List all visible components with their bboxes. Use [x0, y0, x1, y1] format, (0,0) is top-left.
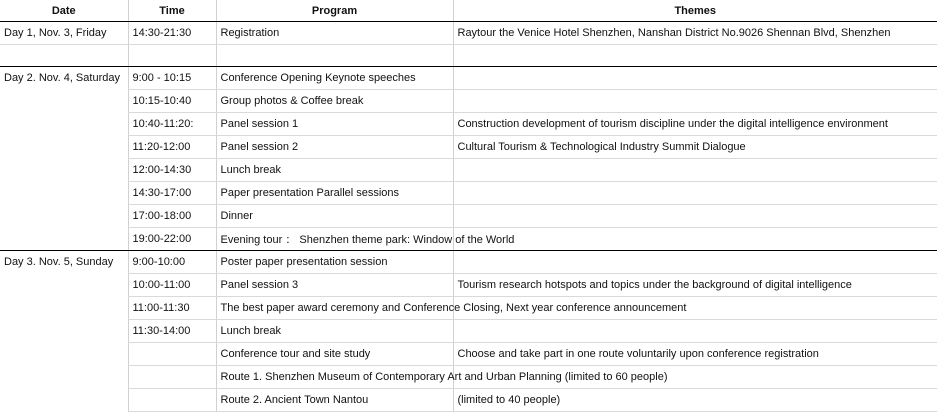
table-row: [0, 136, 937, 159]
table-row: [0, 205, 937, 228]
time-cell: 14:30-21:30: [128, 22, 216, 45]
table-row: [0, 22, 937, 45]
theme-cell: [453, 45, 937, 67]
theme-cell: [453, 320, 937, 343]
theme-cell: Construction development of tourism discipline under the digital intelligence environment: [453, 113, 937, 136]
time-cell: 11:20-12:00: [128, 136, 216, 159]
date-cell: [0, 159, 128, 182]
table-row: [0, 251, 937, 274]
table-row: [0, 366, 937, 389]
table-row: [0, 228, 937, 251]
time-cell: 10:40-11:20:: [128, 113, 216, 136]
time-cell: 12:00-14:30: [128, 159, 216, 182]
table-row: [0, 320, 937, 343]
theme-cell: [453, 205, 937, 228]
theme-cell: [453, 90, 937, 113]
program-cell: Evening tour ： Shenzhen theme park: Window of the World: [216, 228, 453, 251]
theme-cell: [453, 159, 937, 182]
table-row: [0, 182, 937, 205]
table-row: [0, 113, 937, 136]
date-cell: [0, 205, 128, 228]
time-cell: [128, 366, 216, 389]
table-row: [0, 389, 937, 412]
time-cell: [128, 389, 216, 412]
time-cell: [128, 343, 216, 366]
time-cell: 10:00-11:00: [128, 274, 216, 297]
header-time: Time: [128, 0, 216, 22]
date-cell: [0, 366, 128, 389]
program-cell: Route 2. Ancient Town Nantou: [216, 389, 453, 412]
table-row: [0, 67, 937, 90]
theme-cell: [453, 182, 937, 205]
header-date: Date: [0, 0, 128, 22]
program-cell: Registration: [216, 22, 453, 45]
date-cell: [0, 90, 128, 113]
date-cell: [0, 113, 128, 136]
theme-cell: Tourism research hotspots and topics under the background of digital intelligence: [453, 274, 937, 297]
date-cell: [0, 228, 128, 251]
program-cell: Panel session 1: [216, 113, 453, 136]
program-cell: Poster paper presentation session: [216, 251, 453, 274]
date-cell: [0, 274, 128, 297]
program-cell: Lunch break: [216, 320, 453, 343]
time-cell: 17:00-18:00: [128, 205, 216, 228]
time-cell: 9:00 - 10:15: [128, 67, 216, 90]
date-cell: [0, 297, 128, 320]
time-cell: [128, 45, 216, 67]
program-cell: Group photos & Coffee break: [216, 90, 453, 113]
date-cell: [0, 182, 128, 205]
program-cell: Route 1. Shenzhen Museum of Contemporary Art and Urban Planning (limited to 60 people): [216, 366, 453, 389]
program-cell: Paper presentation Parallel sessions: [216, 182, 453, 205]
time-cell: 10:15-10:40: [128, 90, 216, 113]
table-row: [0, 343, 937, 366]
date-cell: [0, 136, 128, 159]
program-cell: Dinner: [216, 205, 453, 228]
date-cell: [0, 320, 128, 343]
time-cell: 11:00-11:30: [128, 297, 216, 320]
time-cell: 19:00-22:00: [128, 228, 216, 251]
program-cell: [216, 45, 453, 67]
table-row: [0, 159, 937, 182]
header-program: Program: [216, 0, 453, 22]
date-cell: [0, 45, 128, 67]
table-row: [0, 90, 937, 113]
theme-cell: [453, 67, 937, 90]
theme-cell: [453, 228, 937, 251]
time-cell: 11:30-14:00: [128, 320, 216, 343]
program-cell: Panel session 3: [216, 274, 453, 297]
time-cell: 14:30-17:00: [128, 182, 216, 205]
date-cell: Day 2. Nov. 4, Saturday: [4, 72, 120, 85]
table-row: [0, 274, 937, 297]
header-row: [0, 0, 937, 22]
theme-cell: Choose and take part in one route voluntarily upon conference registration: [453, 343, 937, 366]
header-themes: Themes: [453, 0, 937, 22]
theme-cell: Raytour the Venice Hotel Shenzhen, Nanshan District No.9026 Shennan Blvd, Shenzhen: [453, 22, 937, 45]
date-cell: Day 3. Nov. 5, Sunday: [4, 256, 114, 269]
table-row: [0, 297, 937, 320]
program-cell: Conference tour and site study: [216, 343, 453, 366]
program-cell: Panel session 2: [216, 136, 453, 159]
time-cell: 9:00-10:00: [128, 251, 216, 274]
program-cell: Conference Opening Keynote speeches: [216, 67, 453, 90]
program-cell: Lunch break: [216, 159, 453, 182]
theme-cell: [453, 251, 937, 274]
date-cell: [0, 343, 128, 366]
theme-cell: (limited to 40 people): [453, 389, 937, 412]
date-cell: Day 1, Nov. 3, Friday: [0, 22, 128, 45]
date-cell: [0, 389, 128, 412]
theme-cell: Cultural Tourism & Technological Industry Summit Dialogue: [453, 136, 937, 159]
table-row: [0, 45, 937, 67]
program-cell: The best paper award ceremony and Conference Closing, Next year conference announcement: [216, 297, 453, 320]
